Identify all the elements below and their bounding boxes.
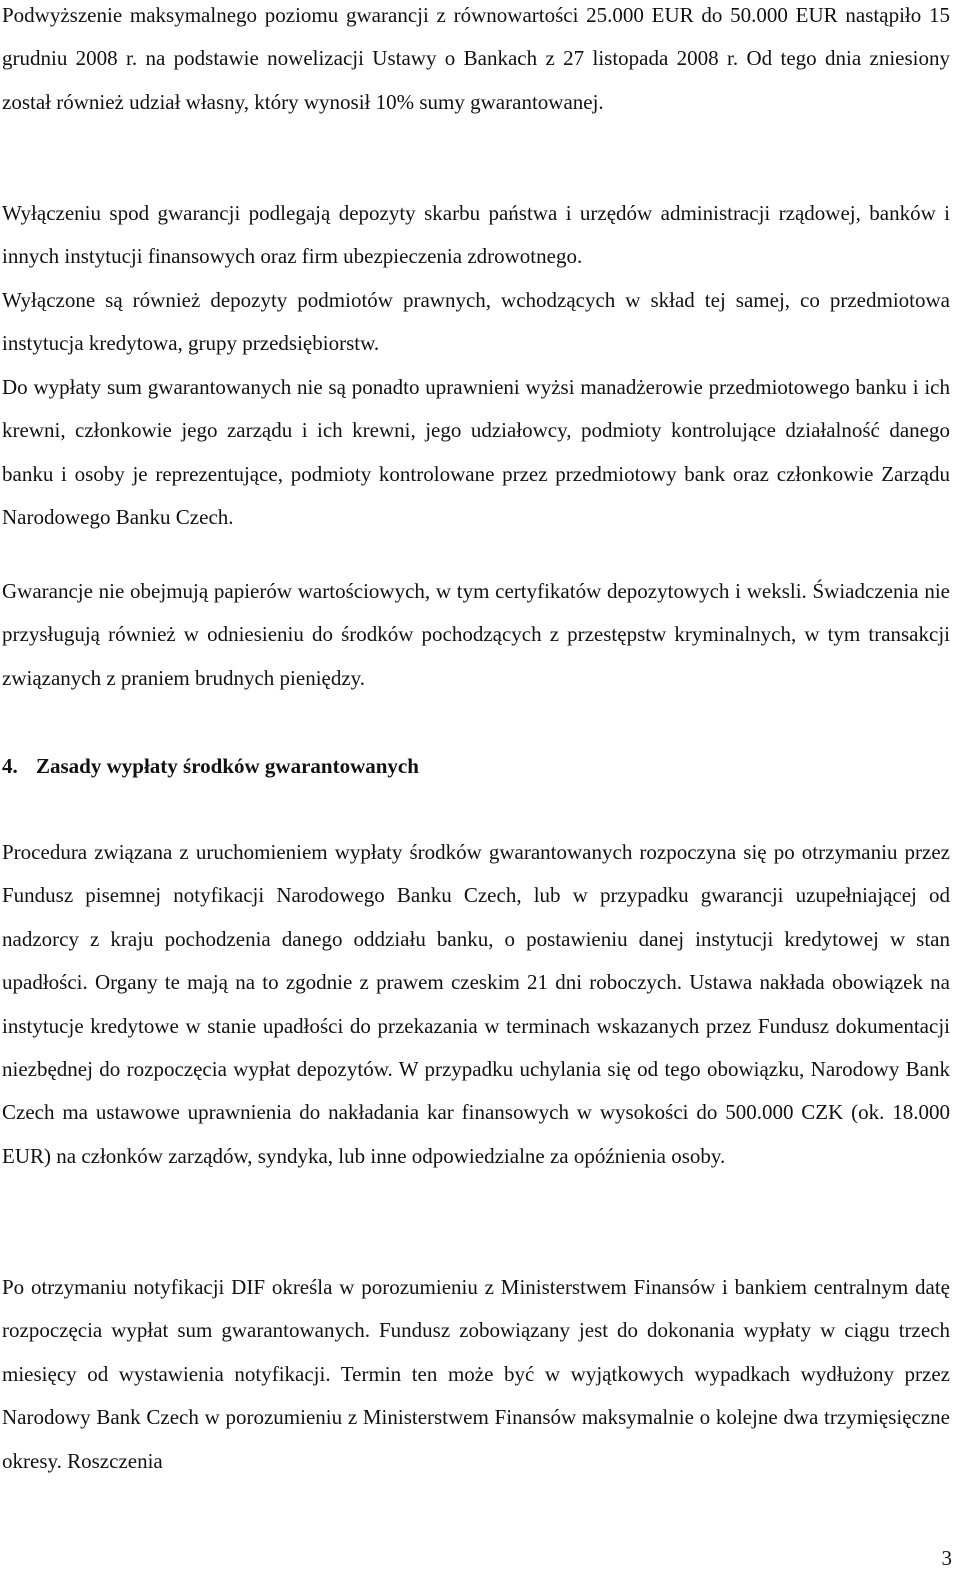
paragraph-payout-timeline: Po otrzymaniu notyfikacji DIF określa w porozumieniu z Ministerstwem Finansów i bankiem centralnym datę rozpoczęcia wypłat sum gwarantowanych. Fundusz zobowiązany jest do dokonania wypłaty w ciągu trzech miesięcy od wystawienia notyfikacji. Termin ten może być w wyjątkowych wypadkach wydłużony przez Narodowy Bank Czech w porozumieniu z Ministerstwem Finansów maksymalnie o kolejne dwa trzymięsięczne okresy. Roszczenia	[2, 1275, 950, 1473]
page-number: 3	[941, 1546, 952, 1570]
section-heading	[2, 750, 419, 782]
paragraph-excluded-entities: Wyłączone są również depozyty podmiotów prawnych, wchodzących w skład tej samej, co przedmiotowa instytucja kredytowa, grupy przedsiębiorstw.	[2, 288, 950, 356]
section-number: 4.	[2, 754, 18, 778]
paragraph-payout-procedure: Procedura związana z uruchomieniem wypłaty środków gwarantowanych rozpoczyna się po otrzymaniu przez Fundusz pisemnej notyfikacji Narodowego Banku Czech, lub w przypadku gwarancji uzupełniającej od nadzorcy z kraju pochodzenia danego oddziału banku, o postawieniu danej instytucji kredytowej w stan upadłości. Organy te mają na to zgodnie z prawem czeskim 21 dni roboczych. Ustawa nakłada obowiązek na instytucje kredytowe w stanie upadłości do przekazania w terminach wskazanych przez Fundusz dokumentacji niezbędnej do rozpoczęcia wypłat depozytów. W przypadku uchylania się od tego obowiązku, Narodowy Bank Czech ma ustawowe uprawnienia do nakładania kar finansowych w wysokości do 500.000 CZK (ok. 18.000 EUR) na członków zarządów, syndyka, lub inne odpowiedzialne za opóźnienia osoby.	[2, 840, 950, 1168]
paragraph-excluded-persons: Do wypłaty sum gwarantowanych nie są ponadto uprawnieni wyżsi manadżerowie przedmiotowego banku i ich krewni, członkowie jego zarządu i ich krewni, jego udziałowcy, podmioty kontrolujące działalność danego banku i osoby je reprezentujące, podmioty kontrolowane przez przedmiotowy bank oraz członkowie Zarządu Narodowego Banku Czech.	[2, 375, 950, 530]
paragraph-excluded-securities: Gwarancje nie obejmują papierów wartościowych, w tym certyfikatów depozytowych i weksli. Świadczenia nie przysługują również w odniesieniu do środków pochodzących z przestępstw kryminalnych, w tym transakcji związanych z praniem brudnych pieniędzy.	[2, 579, 950, 690]
section-title: Zasady wypłaty środków gwarantowanych	[36, 754, 419, 778]
paragraph-guarantee-increase: Podwyższenie maksymalnego poziomu gwarancji z równowartości 25.000 EUR do 50.000 EUR nastąpiło 15 grudniu 2008 r. na podstawie nowelizacji Ustawy o Bankach z 27 listopada 2008 r. Od tego dnia zniesiony został również udział własny, który wynosił 10% sumy gwarantowanej.	[2, 3, 950, 114]
paragraph-exclusions: Wyłączeniu spod gwarancji podlegają depozyty skarbu państwa i urzędów administracji rządowej, banków i innych instytucji finansowych oraz firm ubezpieczenia zdrowotnego.	[2, 201, 950, 269]
